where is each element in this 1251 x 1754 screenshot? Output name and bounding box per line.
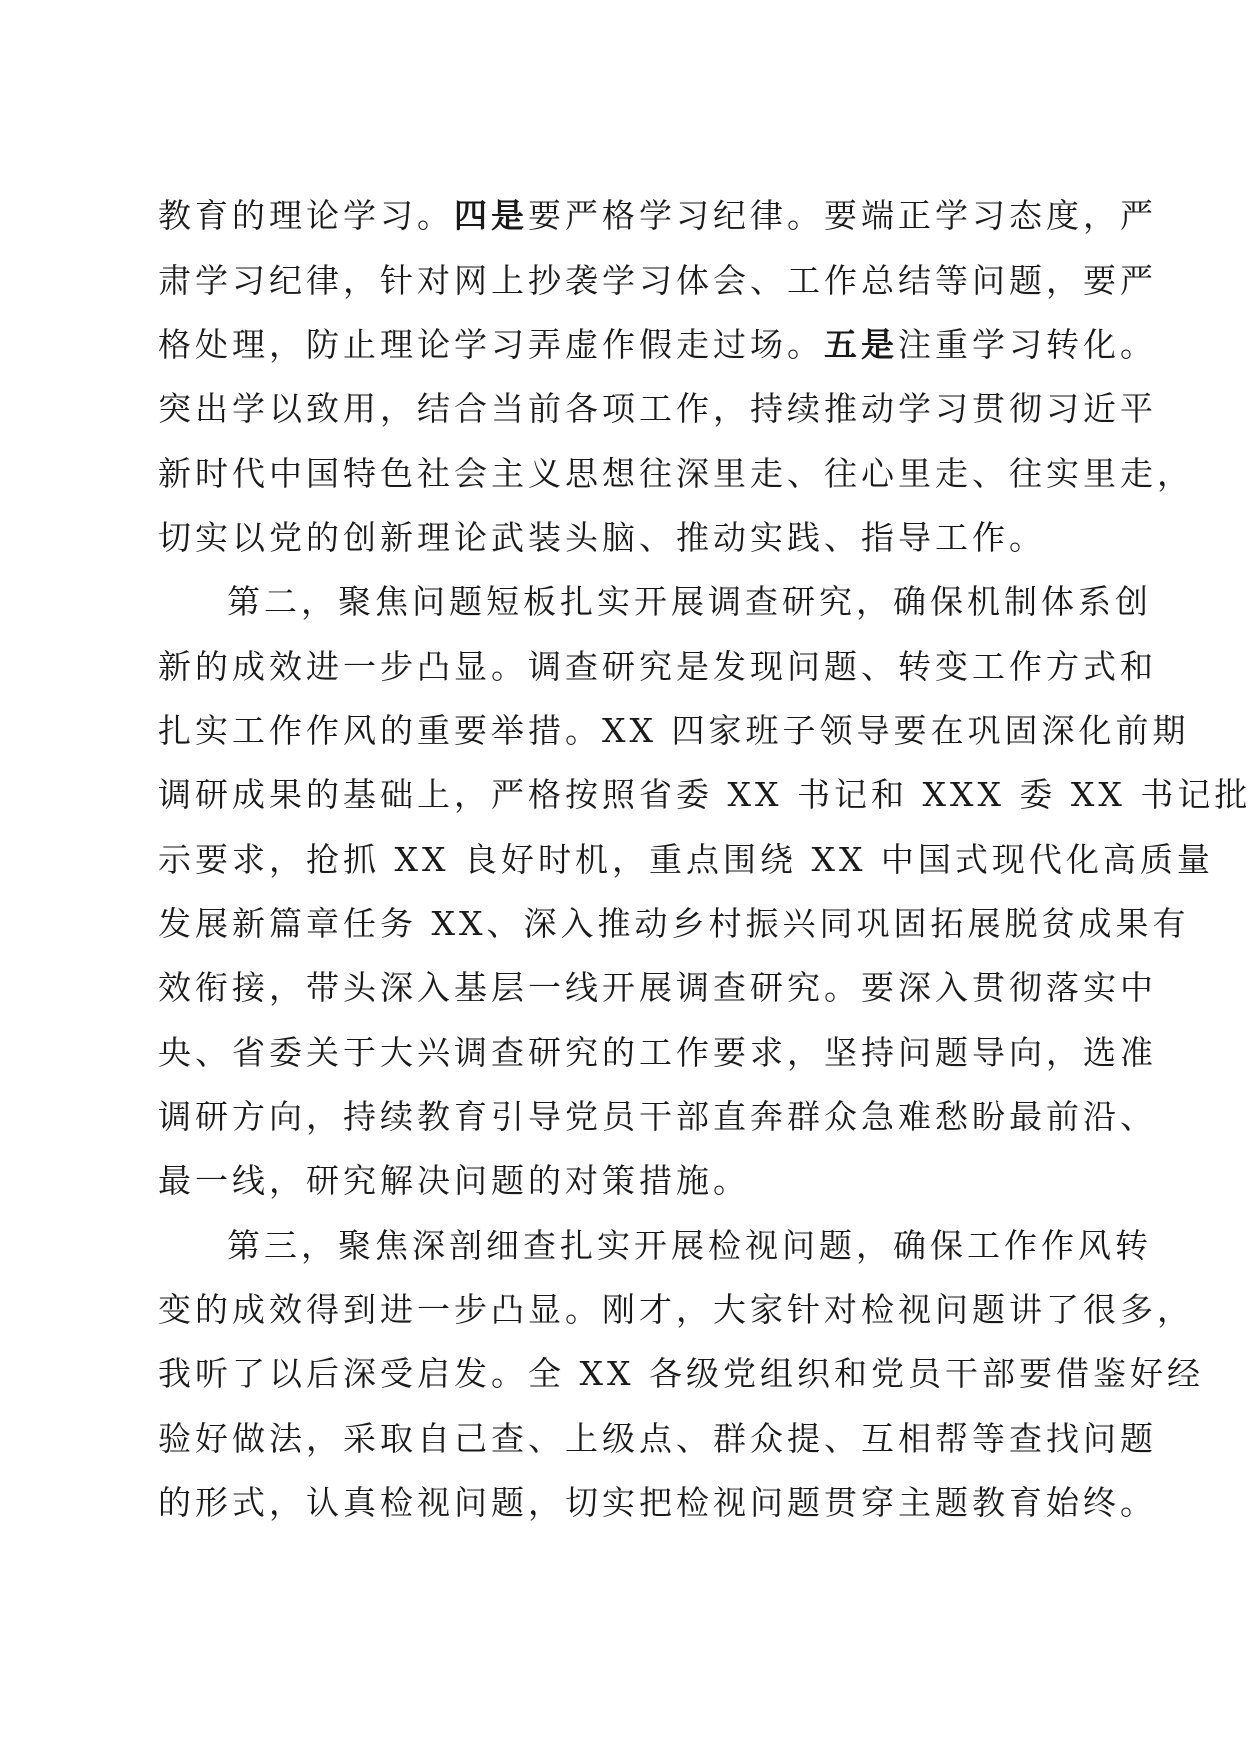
paragraph-1-line-1 (158, 190, 1157, 242)
paragraph-3-line-4: 验好做法，采取自己查、上级点、群众提、互相帮等查找问题 (158, 1419, 1157, 1458)
paragraph-2-line-4: 调研成果的基础上，严格按照省委 XX 书记和 XXX 委 XX 书记批 (158, 775, 1251, 814)
paragraph-1-line-5: 新时代中国特色社会主义思想往深里走、往心里走、往实里走， (158, 454, 1194, 493)
paragraph-1-line-6: 切实以党的创新理论武装头脑、推动实践、指导工作。 (158, 518, 1046, 557)
paragraph-3-line-5: 的形式，认真检视问题，切实把检视问题贯穿主题教育始终。 (158, 1483, 1157, 1522)
text-segment: 要严格学习纪律。要端正学习态度，严 (528, 196, 1157, 235)
paragraph-2-line-10: 最一线，研究解决问题的对策措施。 (158, 1161, 750, 1200)
paragraph-3-line-1: 第三，聚焦深剖细查扎实开展检视问题，确保工作作风转 (227, 1226, 1152, 1265)
emphasis-text: 五是 (824, 325, 898, 364)
paragraph-2-line-6: 发展新篇章任务 XX、深入推动乡村振兴同巩固拓展脱贫成果有 (158, 904, 1190, 943)
paragraph-3-line-3: 我听了以后深受启发。全 XX 各级党组织和党员干部要借鉴好经 (158, 1354, 1204, 1393)
paragraph-2-line-1: 第二，聚焦问题短板扎实开展调查研究，确保机制体系创 (227, 582, 1152, 621)
paragraph-3-line-2: 变的成效得到进一步凸显。刚才，大家针对检视问题讲了很多， (158, 1290, 1194, 1329)
paragraph-2-line-2: 新的成效进一步凸显。调查研究是发现问题、转变工作方式和 (158, 647, 1157, 686)
paragraph-1-line-4: 突出学以致用，结合当前各项工作，持续推动学习贯彻习近平 (158, 389, 1157, 428)
paragraph-2-line-5: 示要求，抢抓 XX 良好时机，重点围绕 XX 中国式现代化高质量 (158, 840, 1214, 879)
text-segment: 注重学习转化。 (898, 325, 1157, 364)
paragraph-2-line-8: 央、省委关于大兴调查研究的工作要求，坚持问题导向，选准 (158, 1033, 1157, 1072)
paragraph-1-line-3 (158, 319, 1157, 371)
paragraph-2-line-9: 调研方向，持续教育引导党员干部直奔群众急难愁盼最前沿、 (158, 1097, 1157, 1136)
paragraph-1-line-2: 肃学习纪律，针对网上抄袭学习体会、工作总结等问题，要严 (158, 261, 1157, 300)
paragraph-2-line-7: 效衔接，带头深入基层一线开展调查研究。要深入贯彻落实中 (158, 968, 1157, 1007)
paragraph-2-line-3: 扎实工作作风的重要举措。XX 四家班子领导要在巩固深化前期 (158, 711, 1190, 750)
text-segment: 格处理，防止理论学习弄虚作假走过场。 (158, 325, 824, 364)
emphasis-text: 四是 (454, 196, 528, 235)
text-segment: 教育的理论学习。 (158, 196, 454, 235)
